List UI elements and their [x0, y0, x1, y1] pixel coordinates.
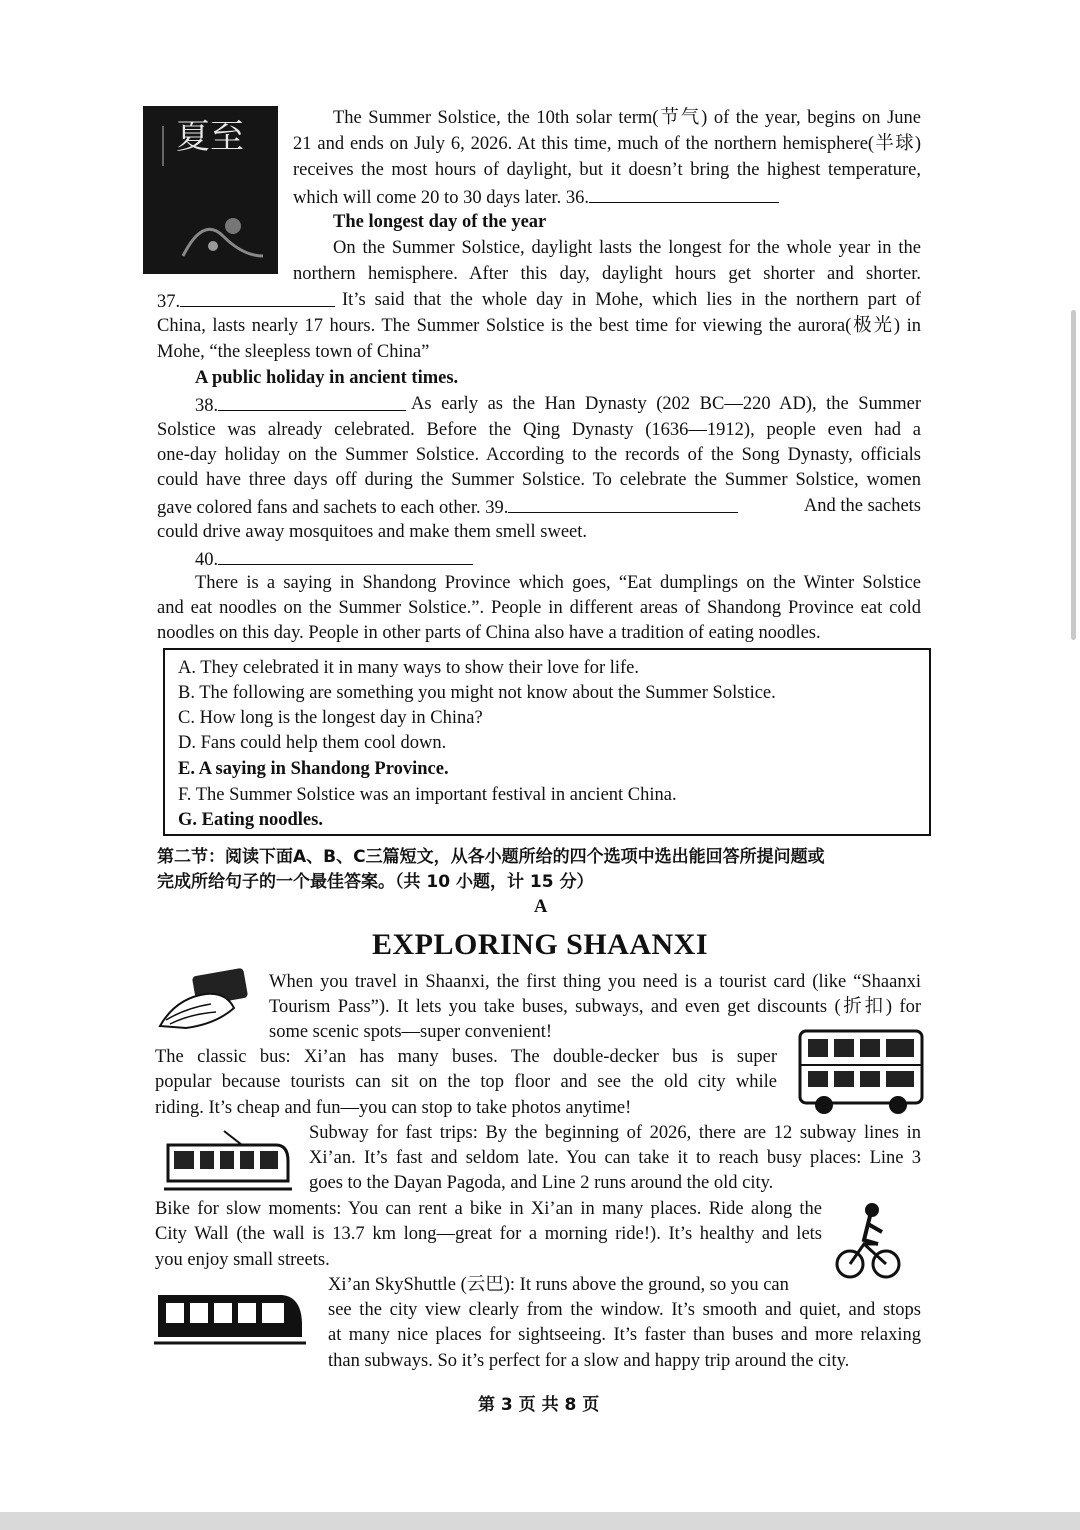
question-37-label: 37. [157, 292, 181, 312]
p2-cont-line-1: It’s said that the whole day in Mohe, which lies in the northern part of [342, 290, 921, 310]
p2-line-2: northern hemisphere. After this day, daylight hours get shorter and shorter. [293, 264, 921, 284]
p4-line-1: There is a saying in Shandong Province which goes, “Eat dumplings on the Winter Solstice [195, 573, 921, 593]
bus-line-2: popular because tourists can sit on the top floor and see the old city while [155, 1072, 777, 1092]
subway-line-1: Subway for fast trips: By the beginning of 2026, there are 12 subway lines in [309, 1123, 921, 1143]
p2-line-3 [157, 288, 921, 315]
shuttle-line-2: see the city view clearly from the window. It’s smooth and quiet, and stops [328, 1300, 921, 1320]
p1-line-2: 21 and ends on July 6, 2026. At this time, much of the northern hemisphere(半球) [293, 134, 921, 154]
tourist-card-illustration [156, 968, 251, 1034]
question-36-label: which will come 20 to 30 days later. 36. [293, 188, 589, 208]
shuttle-line-3: at many nice places for sightseeing. It’s faster than buses and more relaxing [328, 1325, 921, 1345]
answer-blank-36[interactable] [589, 184, 779, 203]
option-e: E. A saying in Shandong Province. [178, 759, 449, 779]
p2-cont-line-2: China, lasts nearly 17 hours. The Summer Solstice is the best time for viewing the aurora(极光) in [157, 316, 921, 336]
card-line-2: Tourism Pass”). It lets you take buses, subways, and even get discounts (折扣) for [269, 997, 921, 1017]
subway-line-2: Xi’an. It’s fast and seldom late. You can take it to reach busy places: Line 3 [309, 1148, 921, 1168]
p3-line-6: could drive away mosquitoes and make them smell sweet. [157, 522, 588, 542]
page-number: 第 3 页 共 8 页 [478, 1395, 600, 1415]
bus-line-1: The classic bus: Xi’an has many buses. The double-decker bus is super [155, 1047, 777, 1067]
answer-blank-40[interactable] [218, 546, 473, 565]
answer-blank-37[interactable] [180, 288, 335, 307]
p3-line-5-text: gave colored fans and sachets to each other. 39. [157, 498, 509, 518]
p3-line-5 [157, 494, 921, 521]
p3-line-1 [195, 392, 921, 419]
option-f: F. The Summer Solstice was an important festival in ancient China. [178, 785, 677, 805]
answer-blank-38[interactable] [218, 392, 406, 411]
bus-line-3: riding. It’s cheap and fun—you can stop to take photos anytime! [155, 1098, 632, 1118]
bike-line-3: you enjoy small streets. [155, 1250, 330, 1270]
skyshuttle-illustration [154, 1285, 306, 1349]
p3-text-line-1: As early as the Han Dynasty (202 BC—220 AD), the Summer [411, 394, 921, 414]
option-a: A. They celebrated it in many ways to show their love for life. [178, 658, 640, 678]
q40-line [195, 546, 473, 573]
shuttle-line-1: Xi’an SkyShuttle (云巴): It runs above the ground, so you can [328, 1275, 789, 1295]
image-caption: 夏至 [176, 117, 244, 157]
scrollbar[interactable] [1071, 310, 1076, 640]
passage-title: EXPLORING SHAANXI [371, 928, 709, 961]
option-d: D. Fans could help them cool down. [178, 733, 447, 753]
option-c: C. How long is the longest day in China? [178, 708, 483, 728]
option-g: G. Eating noodles. [178, 810, 323, 830]
p3-line-3: one-day holiday on the Summer Solstice. According to the records of the Song Dynasty, officials [157, 445, 921, 465]
p1-line-1: The Summer Solstice, the 10th solar term(节气) of the year, begins on June [333, 108, 921, 128]
summer-solstice-image [143, 106, 278, 274]
p1-line-4 [293, 184, 779, 211]
card-line-3: some scenic spots—super convenient! [269, 1022, 553, 1042]
shuttle-line-4: than subways. So it’s perfect for a slow and happy trip around the city. [328, 1351, 850, 1371]
p3-end-text: And the sachets [803, 496, 921, 516]
heading-longest-day: The longest day of the year [333, 212, 547, 232]
card-line-1: When you travel in Shaanxi, the first thing you need is a tourist card (like “Shaanxi [269, 972, 921, 992]
p1-line-3: receives the most hours of daylight, but it doesn’t bring the highest temperature, [293, 160, 921, 180]
p3-line-2: Solstice was already celebrated. Before the Qing Dynasty (1636—1912), people even had a [157, 420, 921, 440]
p2-line-1: On the Summer Solstice, daylight lasts the longest for the whole year in the [333, 238, 921, 258]
p3-line-4: could have three days off during the Summer Solstice. To celebrate the Summer Solstice, women [157, 470, 921, 490]
p4-line-2: and eat noodles on the Summer Solstice.”. People in different areas of Shandong Province eat cold [157, 598, 921, 618]
passage-label: A [534, 897, 548, 917]
bike-line-2: City Wall (the wall is 13.7 km long—great for a morning ride!). It’s healthy and lets [155, 1224, 822, 1244]
p2-cont-line-3: Mohe, “the sleepless town of China” [157, 342, 430, 362]
section2-instructions-line-2: 完成所给句子的一个最佳答案。（共 10 小题，计 15 分） [157, 872, 594, 892]
bicycle-illustration [834, 1200, 902, 1282]
heading-public-holiday: A public holiday in ancient times. [195, 368, 459, 388]
bike-line-1: Bike for slow moments: You can rent a bike in Xi’an in many places. Ride along the [155, 1199, 822, 1219]
question-38-label: 38. [195, 396, 219, 416]
subway-line-3: goes to the Dayan Pagoda, and Line 2 runs around the old city. [309, 1173, 774, 1193]
option-b: B. The following are something you might not know about the Summer Solstice. [178, 683, 776, 703]
answer-blank-39[interactable] [508, 494, 738, 513]
double-decker-bus-illustration [794, 1025, 929, 1117]
p4-line-3: noodles on this day. People in other parts of China also have a tradition of eating noodles. [157, 623, 821, 643]
question-40-label: 40. [195, 550, 219, 570]
section2-instructions-line-1: 第二节：阅读下面A、B、C三篇短文，从各小题所给的四个选项中选出能回答所提问题或 [157, 847, 825, 867]
bottom-band [0, 1512, 1080, 1530]
subway-train-illustration [164, 1127, 292, 1199]
